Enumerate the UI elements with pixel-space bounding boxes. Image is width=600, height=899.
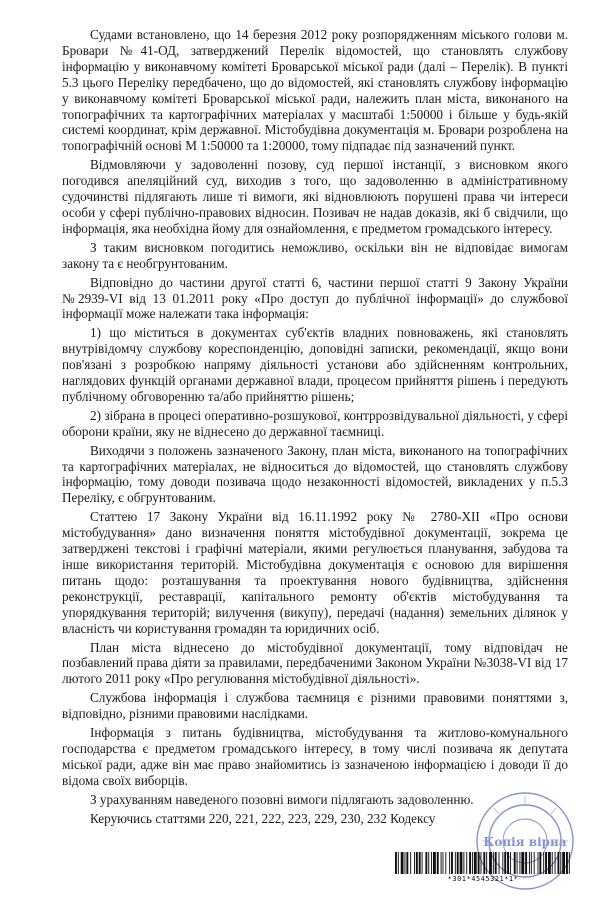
barcode-number: *301*4545321*1* bbox=[447, 875, 519, 883]
barcode-bar bbox=[510, 852, 511, 874]
barcode-bar bbox=[406, 852, 408, 874]
paragraph: План міста віднесено до містобудівної документації, тому відповідач не позбавлений права діяти за правилами, передбаченими Законом України №3038-VI від 17 лютого 2011 року «Про регулювання містобудівної діяльності». bbox=[62, 639, 568, 687]
paragraph: Інформація з питань будівництва, містобудування та житлово-комунального господарства є предметом громадського інтересу, в тому числі позивача як депутата міської ради, адже він має право знайомитись із зазначеною інформацією і доводи її до відома своїх виборців. bbox=[62, 725, 568, 788]
barcode-bar bbox=[422, 852, 423, 874]
barcode-bar bbox=[437, 852, 439, 874]
barcode-bar bbox=[431, 852, 432, 874]
barcode-bar bbox=[478, 852, 480, 874]
barcode-bar bbox=[483, 852, 485, 874]
barcode-bar bbox=[416, 852, 418, 874]
barcode-bar bbox=[472, 852, 473, 874]
stamp-text: Копія вірна bbox=[483, 835, 567, 849]
paragraph: Службова інформація і службова таємниця є різними правовими поняттями з, відповідно, різними правовими наслідками. bbox=[62, 690, 568, 722]
barcode-bar bbox=[569, 852, 570, 874]
paragraph: Відмовляючи у задоволенні позову, суд першої інстанції, з висновком якого погодився апеляційний суд, виходив з того, що задоволенню в адміністративному судочинстві підлягають лише ті вимоги, які відновлюють порушені права чи інтереси особи у сфері публічно-правових відносин. Позивач не надав доказів, які б свідчили, що інформація, яка необхідна йому для ознайомлення, є предметом громадського інтересу. bbox=[62, 157, 568, 236]
paragraph: Відповідно до частини другої статті 6, частини першої статті 9 Закону України №2939-VI від 13 01.2011 року «Про доступ до публічної інформації» до службової інформації може належати така інформація: bbox=[62, 274, 568, 322]
barcode-bar bbox=[414, 852, 415, 874]
barcode-bar bbox=[443, 852, 444, 874]
barcode-bar bbox=[489, 852, 492, 874]
barcode-bar bbox=[441, 852, 442, 874]
barcode-bar bbox=[401, 852, 404, 874]
barcode-bar bbox=[557, 852, 559, 874]
barcode-bar bbox=[519, 852, 520, 874]
document-body bbox=[62, 27, 568, 827]
barcode-bar bbox=[428, 852, 429, 874]
barcode-bar bbox=[457, 852, 459, 874]
barcode-bar bbox=[460, 852, 463, 874]
barcode bbox=[394, 852, 572, 874]
paragraph: Статтею 17 Закону України від 16.11.1992 року № 2780-XII «Про основи містобудування» дано визначення поняття містобудівної документації, зокрема це затверджені текстові і графічні матеріали, якими регулюється планування, забудова та інше використання територій. Містобудівна документація є основою для вирішення питань щодо: розташування та проектування нового будівництва, здійснення реконструкції, реставрації, капітального ремонту об'єктів містобудування та упорядкування територій; вилучення (викупу), передачі (надання) земельних ділянок у власність чи користування громадян та юридичних осіб. bbox=[62, 509, 568, 636]
barcode-bar bbox=[481, 852, 482, 874]
barcode-bar bbox=[548, 852, 551, 874]
barcode-bar bbox=[395, 852, 397, 874]
barcode-bar bbox=[502, 852, 503, 874]
barcode-bar bbox=[455, 852, 456, 874]
barcode-bar bbox=[543, 852, 544, 874]
barcode-bar bbox=[398, 852, 399, 874]
paragraph: З таким висновком погодитись неможливо, оскільки він не відповідає вимогам закону та є необгрунтованим. bbox=[62, 239, 568, 271]
barcode-bar bbox=[529, 852, 530, 874]
barcode-bar bbox=[419, 852, 421, 874]
barcode-bar bbox=[545, 852, 547, 874]
barcode-bar bbox=[445, 852, 446, 874]
barcode-bar bbox=[566, 852, 568, 874]
paragraph: Виходячи з положень зазначеного Закону, план міста, виконаного на топографічних та картографічних матеріалах, не відноситься до відомостей, що становлять службову інформацію, тому доводи позивача щодо незаконності відомостей, викладених у п.5.3 Переліку, є обгрунтованим. bbox=[62, 442, 568, 506]
barcode-bar bbox=[517, 852, 518, 874]
barcode-bar bbox=[562, 852, 565, 874]
barcode-bar bbox=[425, 852, 427, 874]
paragraph: 2) зібрана в процесі оперативно-розшукової, контррозвідувальної діяльності, у сфері оборони країни, яку не віднесено до державної таємниці. bbox=[62, 407, 568, 439]
barcode-bar bbox=[451, 852, 453, 874]
barcode-bar bbox=[474, 852, 477, 874]
barcode-bar bbox=[552, 852, 553, 874]
barcode-bar bbox=[493, 852, 494, 874]
barcode-bar bbox=[514, 852, 516, 874]
paragraph: З урахуванням наведеного позовні вимоги підлягають задоволенню. bbox=[90, 791, 474, 807]
paragraph: 1) що міститься в документах суб'єктів владних повноважень, які становлять внутрівідомчу службову кореспонденцію, доповідні записки, рекомендації, якщо вони пов'язані з розробкою напряму діяльності установи або здійсненням контрольних, наглядових функцій органами державної влади, процесом прийняття рішень і передують публічному обговоренню та/або прийняттю рішень; bbox=[62, 325, 568, 404]
paragraph: Керуючись статтями 220, 221, 222, 223, 229, 230, 232 Кодексу bbox=[90, 810, 436, 826]
barcode-bar bbox=[499, 852, 500, 874]
paragraph: Судами встановлено, що 14 березня 2012 року розпорядженням міського голови м. Бровари №41-ОД, затверджений Перелік відомостей, що становлять службову інформацію у виконавчому комітеті Броварської міської ради (далі – Перелік). В пункті 5.3 цього Переліку передбачено, що до відомостей, які становлять службову інформацію у виконавчому комітеті Броварської міської ради, належить план міста, виконаного на топографічних та картографічних матеріалах у масштабі 1:50000 і більше у будь-якій системі координат, крім державної. Містобудівна документація м. Бровари розроблена на топографічній основі М 1:50000 та 1:20000, тому підпадає під зазначений пункт. bbox=[62, 27, 568, 154]
barcode-bar bbox=[433, 852, 436, 874]
barcode-bar bbox=[538, 852, 539, 874]
barcode-bar bbox=[495, 852, 497, 874]
barcode-bar bbox=[525, 852, 527, 874]
barcode-bar bbox=[469, 852, 471, 874]
barcode-bar bbox=[531, 852, 532, 874]
barcode-bar bbox=[507, 852, 509, 874]
barcode-bar bbox=[521, 852, 524, 874]
barcode-bar bbox=[555, 852, 556, 874]
barcode-bar bbox=[534, 852, 535, 874]
barcode-bar bbox=[466, 852, 467, 874]
barcode-bar bbox=[463, 852, 464, 874]
barcode-bar bbox=[405, 852, 406, 874]
barcode-bar bbox=[449, 852, 450, 874]
barcode-bar bbox=[560, 852, 561, 874]
barcode-bar bbox=[539, 852, 541, 874]
barcode-bar bbox=[410, 852, 411, 874]
barcode-bar bbox=[504, 852, 506, 874]
barcode-bar bbox=[486, 852, 487, 874]
